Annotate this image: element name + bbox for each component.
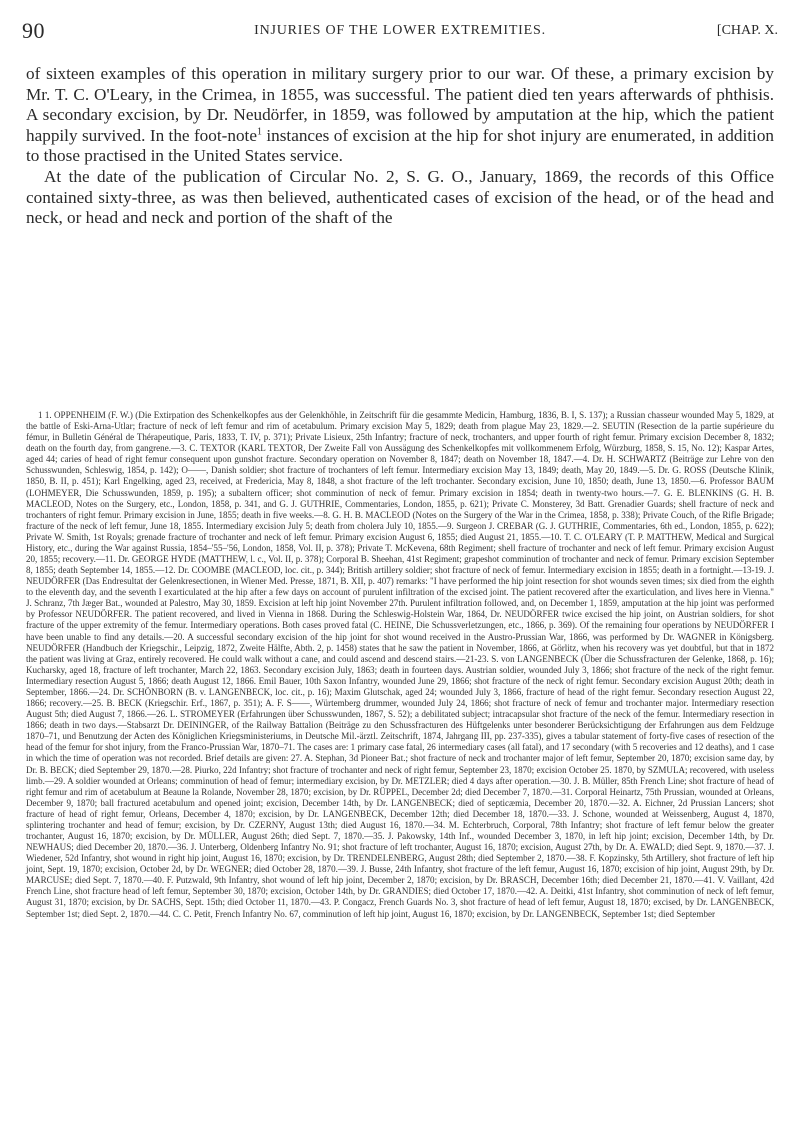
footnote-block (26, 410, 774, 920)
paragraph-text: of sixteen examples of this operation in military surgery prior to our war. Of these, a primary excision by Mr. T. C. O'Leary, in the Crimea, in 1855, was successful. The patient died ten years afterwards of phthisis. A secondary excision, by Dr. Neudörfer, in 1859, was followed by amputation at the hip, which the patient happily survived. In the foot-note (26, 64, 774, 145)
footnote-reference[interactable]: 1 (256, 126, 262, 138)
page-header (22, 18, 778, 42)
running-title: INJURIES OF THE LOWER EXTREMITIES. (254, 23, 546, 38)
page-number: 90 (22, 18, 45, 43)
chapter-label: [CHAP. X. (716, 23, 778, 38)
paragraph (26, 64, 774, 167)
paragraph-text: instances of excision at the hip for shot injury are enumerated, in addition to those practised in the United States service. (26, 125, 775, 166)
footnote-text: 1 1. OPPENHEIM (F. W.) (Die Extirpation des Schenkelkopfes aus der Gelenkhöhle, in Zeitschrift für die gesammte Medicin, Hamburg, 1836, B. I, S. 137); a Russian chasseur wounded May 5, 1829, at the battle of Eski-Arna-Utlar; fracture of neck of left femur and rim of acetabulum. Primary excision May 5, 1829; death from plague May 23, 1829.—2. SEUTIN (Resection de la partie supérieure du fémur, in Bulletin Général de Thérapeutique, Paris, 1833, T. IV, p. 371); Private Lisieux, 25th Infantry; fracture of neck, trochanters, and upper fourth of right femur. Primary excision December 8, 1832; death on the fourth day, from gangrene.—3. C. TEXTOR (KARL TEXTOR, Der Zweite Fall von Aussägung des Schenkelkopfes mit vollkommenem Erfolg, Würzburg, 1858, S. 15, No. 12); Kaspar Artes, aged 44; caries of head of right femur consequent upon gunshot fracture. Secondary operation on November 8, 1847; death on November 18, 1847.—4. Dr. H. SCHWARTZ (Beiträge zur Lehre von den Schusswunden, Schleswig, 1854, p. 142); O——, Danish soldier; shot fracture of trochanters of left femur. Intermediary excision May 13, 1849; death, May 20, 1849.—5. Dr. G. ROSS (Deutsche Klinik, 1850, B. II, p. 451); Karl Engelking, aged 23, received, at Fredericia, May 8, 1848, a shot fracture of the left trochanter. Secondary excision, June 10, 1850; death, June 13, 1850.—6. Professor BAUM (LOHMEYER, Die Schusswunden, 1859, p. 195); a subaltern officer; shot comminution of neck of femur. Primary excision in 1854; death in twenty-two hours.—7. G. E. BLENKINS (G. H. B. MACLEOD, Notes on the Surgery, etc., London, 1858, p. 341, and G. J. GUTHRIE, Commentaries, London, 1855, p. 621); Private C. Monsterey, 3d Batt. Grenadier Guards; shell fracture of neck and trochanters of right femur. Primary excision in June, 1855; death in five weeks.—8. G. H. B. MACLEOD (Notes on the Surgery of the War in the Crimea, 1858, p. 338); Private Couch, of the Rifle Brigade; fracture of the neck of left femur, June 18, 1855. Intermediary excision July 5; death from cholera July 10, 1855.—9. Surgeon J. CREBAR (G. J. GUTHRIE, Commentaries, 6th ed., London, 1855, p. 622); Private W. Smith, 1st Royals; grenade fracture of trochanter and neck of left femur. Primary excision August 6, 1855; died August 21, 1855.—10. T. C. O'LEARY (T. P. MATTHEW, Medical and Surgical History, etc., during the War against Russia, 1854–'55–'56, London, 1858, Vol. II, p. 378); Private T. McKevena, 68th Regiment; shell fracture of trochanter and neck of left femur. Primary excision August 20, 1855; recovery.—11. Dr. GEORGE HYDE (MATTHEW, l. c., Vol. II, p. 378); Corporal B. Sheehan, 41st Regiment; grapeshot comminution of trochanter and neck of femur. Primary excision September 8, 1855; death September 14, 1855.—12. Dr. COOMBE (MACLEOD, loc. cit., p. 344); British artillery soldier; shot fracture of neck of femur. Intermediary excision in 1855; death in a fortnight.—13-19. J. NEUDÖRFER (Das Endresultat der Gelenkresectionen, in Wiener Med. Presse, 1871, B. XII, p. 407) remarks: "I have performed the hip joint resection for shot wounds seven times; six died from the eighth to the eleventh day, and the seventh I exarticulated at the hip after a few days on account of purulent infiltration of the excised joint. The patient recovered after the exarticulation, and lives here in Vienna." J. Schranz, 7th Jæger Bat., wounded at Palestro, May 30, 1859. Excision at left hip joint November 27th. Purulent infiltration followed, and, on December 1, 1859, amputation at the hip joint was performed by Professor NEUDÖRFER. The patient recovered, and lived in Vienna in 1868. During the Schleswig-Holstein War, 1864, Dr. NEUDÖRFER twice excised the hip joint, on Austrian soldiers, for shot fracture of the upper extremity of the femur. Intermediary operations. Both cases proved fatal (C. HEINE, Die Schussverletzungen, etc., 1866, p. 369). Of the remaining four operations by NEUDÖRFER I have been unable to find any details.—20. A successful secondary excision of the hip joint for shot wound received in the Austro-Prussian War, 1866, was performed by Dr. WAGNER in Königsberg. NEUDÖRFER (Handbuch der Kriegschir., Leipzig, 1872, Zweite Hälfte, Abth. 2, p. 1458) states that he saw the patient in November, 1866, at Görlitz, when his recovery was yet doubtful, but that in 1872 the patient was living at Graz, entirely recovered. He could walk without a cane, and could ascend and descend stairs.—21-23. S. von LANGENBECK (Über die Schussfracturen der Gelenke, 1868, p. 16); Kucharsky, aged 18, fracture of left trochanter, March 22, 1863. Secondary excision July, 1863; death in fourteen days. Austrian soldier, wounded July 3, 1866; shot fracture of the neck of the right femur. Intermediary resection August 5, 1866; death August 12, 1866. Emil Bauer, 10th Saxon Infantry, wounded June 29, 1866; shot fracture of the neck of right femur. Secondary excision August 20th; death in September, 1866.—24. Dr. SCHÖNBORN (B. v. LANGENBECK, loc. cit., p. 16); Maxim Glutschak, aged 24; wounded July 3, 1866, fracture of head of the right femur. Secondary resection August 22, 1866; recovery.—25. B. BECK (Kriegschir. Erf., 1867, p. 351); A. F. S——, Würtemberg drummer, wounded July 24, 1866; shot fracture of neck of femur and trochanter major. Intermediary resection August 5th; died August 7, 1866.—26. L. STROMEYER (Erfahrungen über Schusswunden, 1867, S. 52); a debilitated subject; intracapsular shot fracture of the neck of the femur. Intermediary resection in 1866; death in two days.—Stabsarzt Dr. DEININGER, of the Railway Battalion (Beiträge zu den Schussfracturen des Hüftgelenks unter besonderer Berücksichtigung der Erfahrungen aus dem Feldzuge 1870–71, und Benutzung der Acten des Königlichen Kriegsministeriums, in Deutsche Mil.-ärztl. Zeitschrift, 1874, Jahrgang III, pp. 237-335), gives a tabular statement of forty-five cases of resection of the head of the femur for shot injury, from the Franco-Prussian War, 1870–71. The cases are: 1 primary case fatal, 26 intermediary cases (all fatal), and 17 secondary (with 5 recoveries and 12 deaths), and 1 case in which the time of operation was not recorded. Brief details are given: 27. A. Stephan, 3d Pioneer Bat.; shot fracture of neck and trochanter major of left femur, September 20, 1870; excision same day, by Dr. B. BECK; died September 29, 1870.—28. Piurko, 22d Infantry; shot fracture of trochanter and neck of right femur, September 23, 1870; excision October 25. 1870, by SZMULA; recovered, with useless limb.—29. A soldier wounded at Orleans; comminution of head of femur; intermediary excision, by Dr. METZLER; died 4 days after operation.—30. J. B. Müller, 85th French Line; shot fracture of head of right femur and rim of acetabulum at Beaune la Rolande, November 28, 1870; excision, by Dr. RÜPPEL, December 2d; died December 7, 1870.—31. Corporal Heinartz, 75th Prussian, wounded at Orleans, December 9, 1870; ball fractured acetabulum and opened joint; excision, December 14th, by Dr. LANGENBECK; died of septicæmia, December 20, 1870.—32. A. Eichner, 2d Prussian Lancers; shot fracture of head of right femur, Orleans, December 4, 1870; excision, by Dr. LANGENBECK, December 12th; died December 18, 1870.—33. J. Schone, wounded at Weissenberg, August 4, 1870, splintering trochanter and head of femur; excision, by Dr. CZERNY, August 13th; died August 16, 1870.—34. M. Echterbruch, Corporal, 78th Infantry; shot fracture of left femur below the greater trochanter, August 16, 1870; excision, by Dr. MÜLLER, August 26th; died Sept. 7, 1870.—35. J. Pakowsky, 14th Inf., wounded December 3, 1870, in left hip joint; excision, December 14th, by Dr. NEWHAUS; died December 20, 1870.—36. J. Unterberg, Oldenberg Infantry No. 91; shot fracture of left trochanter, August 16, 1870; excision, August 27th, by Dr. A. EWALD; died Sept. 9, 1870.—37. J. Wiedener, 52d Infantry, shot wound in right hip joint, August 16, 1870; excision, by Dr. TRENDELENBERG, August 28th; died September 2, 1870.—38. F. Kopzinsky, 5th Artillery, shot fracture of left hip joint, Sept. 19, 1870; excision, October 2d, by Dr. WEGNER; died October 28, 1870.—39. J. Busse, 24th Infantry, shot fracture of the left femur, August 16, 1870; excision of hip joint, August 29th, by Dr. MARCUSE; died Sept. 7, 1870.—40. F. Putzwald, 9th Infantry, shot wound of left hip joint, December 2, 1870; excision, by Dr. BRASCH, December 16th; died December 21, 1870.—41. V. Vaillant, 42d French Line, shot fracture head of left femur, September 30, 1870; excision, October 14th, by Dr. GRANDIES; died October 17, 1870.—42. A. Deitki, 41st Infantry, shot comminution of neck of left femur, August 31, 1870; excision, by Dr. SACHS, Sept. 15th; died October 11, 1870.—43. P. Congacz, French Guards No. 3, shot fracture of head of left femur, August 18, 1870; excised, by Dr. LANGENBECK, September 1st; died Sept. 2, 1870.—44. C. C. Petit, French Infantry No. 67, comminution of left hip joint, August 16, 1870; excision, by Dr. LANGENBECK, September 1st; died September (26, 410, 774, 919)
main-text (26, 64, 774, 229)
paragraph: At the date of the publication of Circular No. 2, S. G. O., January, 1869, the records of this Office contained sixty-three, as was then believed, authenticated cases of excision of the head, or of the head and neck, or head and neck and portion of the shaft of the (26, 166, 774, 228)
